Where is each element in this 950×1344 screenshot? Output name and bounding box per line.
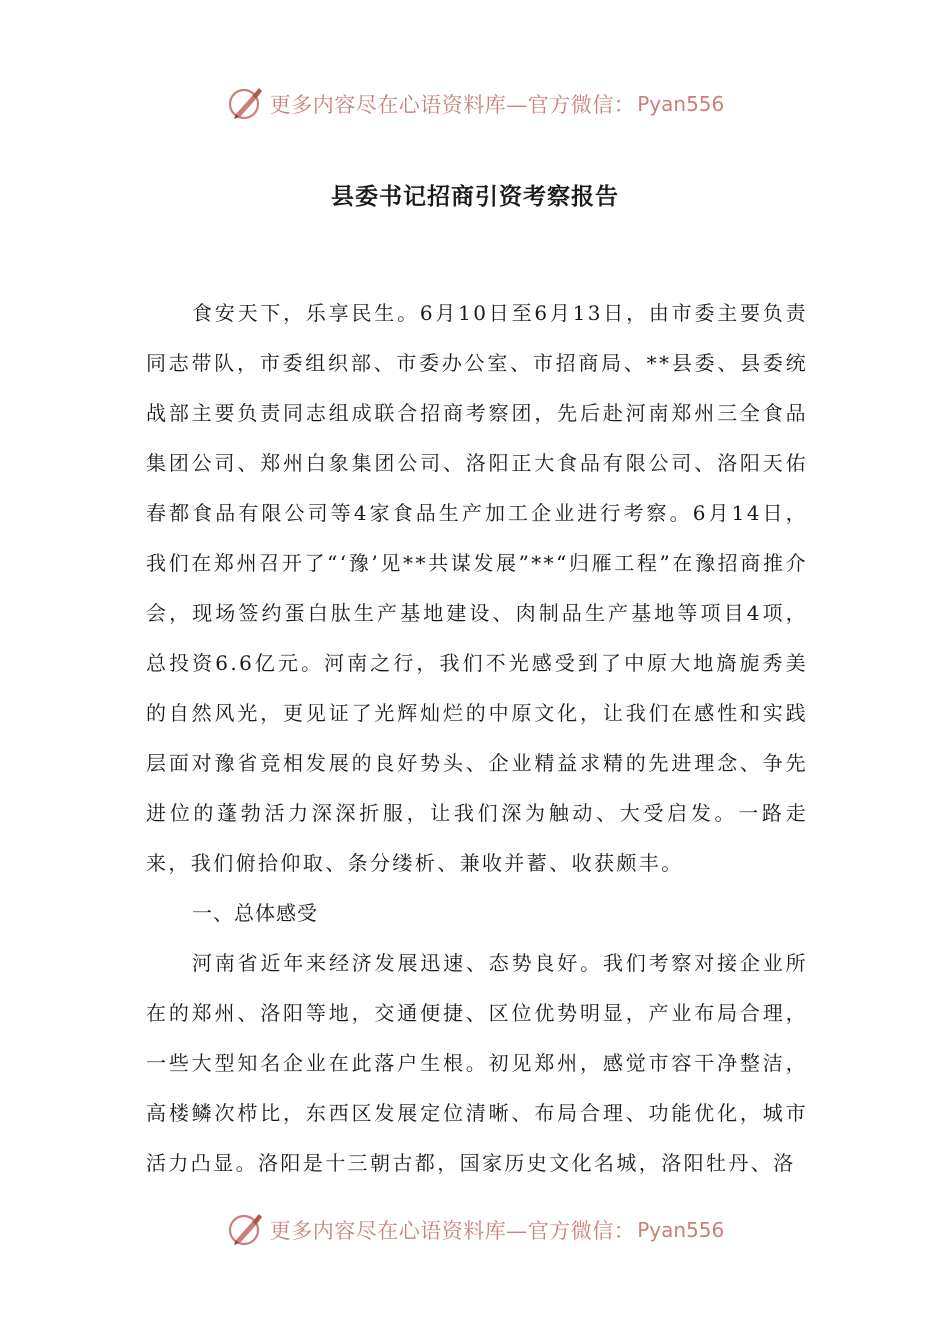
- document-title: 县委书记招商引资考察报告: [331, 184, 619, 210]
- paragraph-intro: 食安天下，乐享民生。6月10日至6月13日，由市委主要负责同志带队，市委组织部、市委办公室、市招商局、**县委、县委统战部主要负责同志组成联合招商考察团，先后赴河南郑州三全食品集团公司、郑州白象集团公司、洛阳正大食品有限公司、洛阳天佑春都食品有限公司等4家食品生产加工企业进行考察。6月14日，我们在郑州召开了“‘豫’见**共谋发展”**“归雁工程”在豫招商推介会，现场签约蛋白肽生产基地建设、肉制品生产基地等项目4项，总投资6.6亿元。河南之行，我们不光感受到了中原大地旖旎秀美的自然风光，更见证了光辉灿烂的中原文化，让我们在感性和实践层面对豫省竞相发展的良好势头、企业精益求精的先进理念、争先进位的蓬勃活力深深折服，让我们深为触动、大受启发。一路走来，我们俯拾仰取、条分缕析、兼收并蓄、收获颇丰。: [146, 301, 808, 875]
- banner-wechat-id: Pyan556: [637, 92, 725, 116]
- pen-logo-icon: [226, 1210, 266, 1250]
- document-body: [146, 288, 808, 1188]
- section-heading: 一、总体感受: [192, 901, 318, 925]
- header-watermark-banner: [0, 82, 950, 126]
- pen-logo-icon: [226, 84, 266, 124]
- banner-text: 更多内容尽在心语资料库—官方微信：: [269, 1219, 636, 1243]
- paragraph-overview: 河南省近年来经济发展迅速、态势良好。我们考察对接企业所在的郑州、洛阳等地，交通便捷、区位优势明显，产业布局合理，一些大型知名企业在此落户生根。初见郑州，感觉市容干净整洁，高楼鳞次栉比，东西区发展定位清晰、布局合理、功能优化，城市活力凸显。洛阳是十三朝古都，国家历史文化名城，洛阳牡丹、洛: [146, 951, 808, 1175]
- footer-watermark-banner: [0, 1208, 950, 1252]
- banner-wechat-id: Pyan556: [637, 1218, 725, 1242]
- banner-text: 更多内容尽在心语资料库—官方微信：: [269, 93, 636, 117]
